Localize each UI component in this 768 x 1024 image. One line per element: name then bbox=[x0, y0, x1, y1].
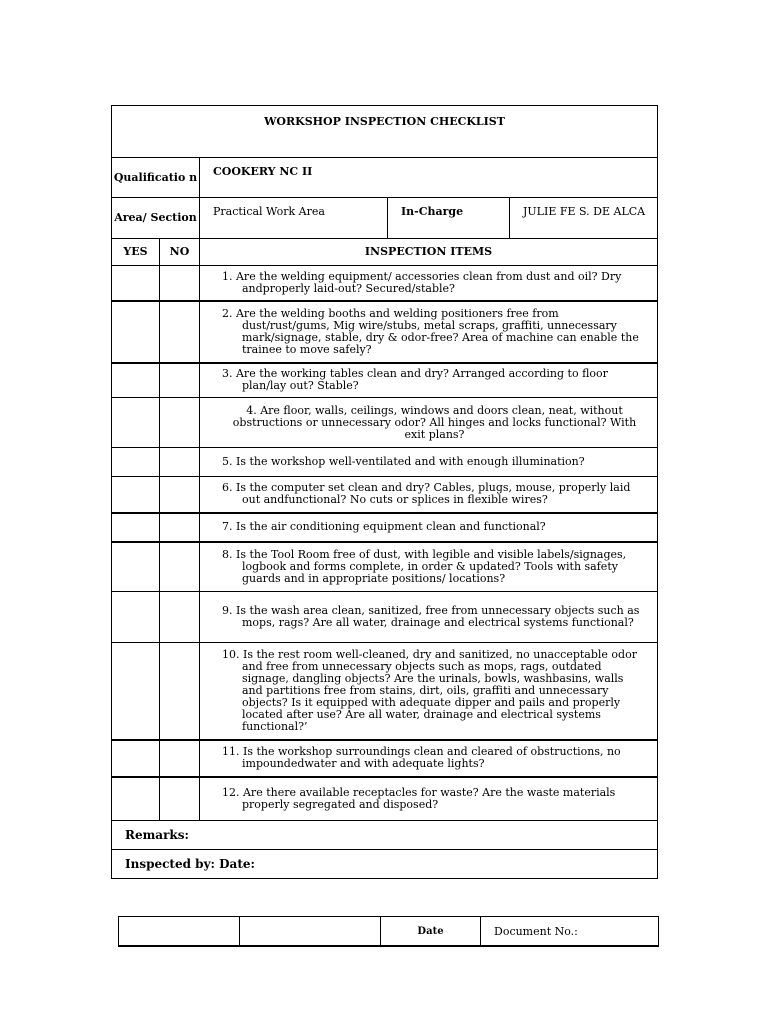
incharge-label: In-Charge bbox=[388, 198, 510, 239]
remarks-field[interactable]: Remarks: bbox=[112, 821, 658, 850]
footer-document-number: Document No.: bbox=[481, 917, 659, 947]
checklist-row bbox=[112, 398, 658, 448]
no-cell[interactable] bbox=[160, 777, 200, 821]
no-cell[interactable] bbox=[160, 592, 200, 643]
inspection-items-header: INSPECTION ITEMS bbox=[200, 239, 658, 266]
yes-column-header: YES bbox=[112, 239, 160, 266]
yes-cell[interactable] bbox=[112, 477, 160, 513]
qualification-label: Qualificatio n bbox=[112, 158, 200, 198]
checklist-row bbox=[112, 448, 658, 477]
no-cell[interactable] bbox=[160, 513, 200, 542]
inspection-item: 11. Is the workshop surroundings clean and cleared of obstructions, no impoundedwater and with adequate lights? bbox=[222, 745, 621, 770]
inspection-item: 12. Are there available receptacles for waste? Are the waste materials properly segregated and disposed? bbox=[222, 785, 616, 811]
inspection-item: 7. Is the air conditioning equipment clean and functional? bbox=[222, 520, 546, 533]
checklist-row bbox=[112, 777, 658, 821]
inspection-item: 4. Are floor, walls, ceilings, windows and doors clean, neat, without obstructions or unnecessary odor? All hinges and locks functional? With exit plans? bbox=[232, 403, 637, 441]
checklist-row bbox=[112, 477, 658, 513]
inspection-item: 9. Is the wash area clean, sanitized, free from unnecessary objects such as mops, rags? Are all water, drainage and electrical systems functional? bbox=[222, 604, 640, 629]
incharge-value: JULIE FE S. DE ALCA bbox=[510, 198, 658, 239]
inspection-item: 1. Are the welding equipment/ accessories clean from dust and oil? Dry andproperly laid-out? Secured/stable? bbox=[222, 269, 622, 295]
yes-cell[interactable] bbox=[112, 363, 160, 398]
no-cell[interactable] bbox=[160, 301, 200, 363]
checklist-row bbox=[112, 643, 658, 740]
no-cell[interactable] bbox=[160, 542, 200, 592]
no-cell[interactable] bbox=[160, 643, 200, 740]
inspected-by-field[interactable]: Inspected by: Date: bbox=[112, 850, 658, 879]
area-label: Area/ Section bbox=[112, 198, 200, 239]
inspection-item: 2. Are the welding booths and welding positioners free from dust/rust/gums, Mig wire/stubs, metal scraps, graffiti, unnecessary mark/signage, stable, dry & odor-free? Area of machine can enable the trainee to move safely? bbox=[222, 306, 639, 356]
no-cell[interactable] bbox=[160, 363, 200, 398]
no-cell[interactable] bbox=[160, 398, 200, 448]
checklist-row bbox=[112, 542, 658, 592]
no-cell[interactable] bbox=[160, 740, 200, 777]
yes-cell[interactable] bbox=[112, 643, 160, 740]
checklist-row bbox=[112, 513, 658, 542]
yes-cell[interactable] bbox=[112, 542, 160, 592]
footer-cell-blank bbox=[119, 917, 240, 947]
checklist-row bbox=[112, 740, 658, 777]
inspection-item: 10. Is the rest room well-cleaned, dry and sanitized, no unacceptable odor and free from unnecessary objects such as mops, rags, outdated signage, dangling objects? Are the urinals, bowls, washbasins, walls and partitions free from stains, dirt, oils, graffiti and unnecessary objects? Is it equipped with adequate dipper and pails and properly located after use? Are all water, drainage and electrical systems functional?’ bbox=[222, 647, 637, 733]
yes-cell[interactable] bbox=[112, 740, 160, 777]
yes-cell[interactable] bbox=[112, 513, 160, 542]
no-cell[interactable] bbox=[160, 477, 200, 513]
no-column-header: NO bbox=[160, 239, 200, 266]
checklist-row bbox=[112, 592, 658, 643]
checklist-row bbox=[112, 301, 658, 363]
inspection-item: 3. Are the working tables clean and dry? Arranged according to floor plan/lay out? Stable? bbox=[222, 367, 608, 393]
area-value: Practical Work Area bbox=[200, 198, 388, 239]
inspection-item: 5. Is the workshop well-ventilated and with enough illumination? bbox=[222, 455, 585, 468]
no-cell[interactable] bbox=[160, 266, 200, 301]
qualification-value: COOKERY NC II bbox=[200, 158, 658, 198]
inspection-item: 6. Is the computer set clean and dry? Cables, plugs, mouse, properly laid out andfunctional? No cuts or splices in flexible wires? bbox=[222, 481, 631, 507]
yes-cell[interactable] bbox=[112, 266, 160, 301]
no-cell[interactable] bbox=[160, 448, 200, 477]
yes-cell[interactable] bbox=[112, 398, 160, 448]
yes-cell[interactable] bbox=[112, 301, 160, 363]
checklist-title: WORKSHOP INSPECTION CHECKLIST bbox=[112, 106, 658, 158]
inspection-checklist-table bbox=[111, 105, 658, 879]
document-footer-table bbox=[118, 916, 659, 947]
yes-cell[interactable] bbox=[112, 448, 160, 477]
checklist-row bbox=[112, 266, 658, 301]
yes-cell[interactable] bbox=[112, 777, 160, 821]
inspection-item: 8. Is the Tool Room free of dust, with legible and visible labels/signages, logbook and forms complete, in order & updated? Tools with safety guards and in appropriate positions/ locations? bbox=[222, 547, 627, 585]
checklist-row bbox=[112, 363, 658, 398]
footer-date-label: Date bbox=[381, 917, 481, 947]
yes-cell[interactable] bbox=[112, 592, 160, 643]
footer-cell-blank bbox=[240, 917, 381, 947]
